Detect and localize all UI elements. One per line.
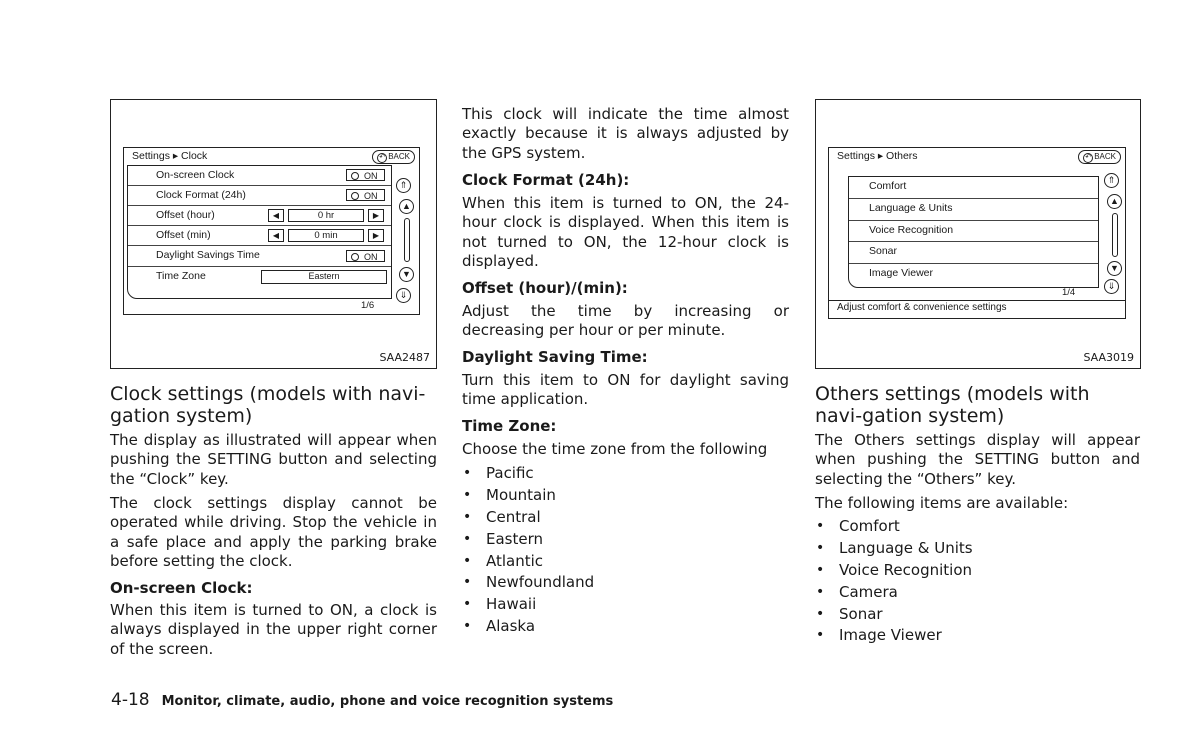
page-down-icon[interactable]: ⇓ xyxy=(396,288,411,303)
scroll-down-icon[interactable]: ▼ xyxy=(399,267,414,282)
list-item[interactable]: On-screen Clock ON xyxy=(128,166,391,186)
list-item[interactable]: Sonar xyxy=(849,242,1098,264)
on-screen-clock-paragraph: When this item is turned to ON, a clock is always displayed in the upper right corner of the screen. xyxy=(110,601,437,658)
settings-list xyxy=(127,165,392,299)
daylight-heading: Daylight Saving Time: xyxy=(462,348,648,366)
figure-code: SAA3019 xyxy=(1083,351,1134,364)
list-item[interactable]: Offset (hour) ◀ 0 hr ▶ xyxy=(128,206,391,226)
time-zone-paragraph: Choose the time zone from the following xyxy=(462,440,768,458)
list-item: • Eastern xyxy=(462,529,782,551)
screen-title: Settings ▸ Others xyxy=(837,150,918,162)
figure-code: SAA2487 xyxy=(379,351,430,364)
back-button[interactable]: ↶ BACK xyxy=(372,150,415,164)
time-zone-value[interactable]: Eastern xyxy=(261,270,387,284)
list-item: • Language & Units xyxy=(815,538,1135,560)
page-down-icon[interactable]: ⇓ xyxy=(1104,279,1119,294)
clock-format-heading: Clock Format (24h): xyxy=(462,171,630,189)
scroll-up-icon[interactable]: ▲ xyxy=(1107,194,1122,209)
others-settings-figure xyxy=(815,99,1141,369)
scroll-up-icon[interactable]: ▲ xyxy=(399,199,414,214)
toggle-daylight-savings[interactable]: ON xyxy=(346,250,385,262)
list-item: • Newfoundland xyxy=(462,572,782,594)
clock-settings-title: Clock settings (models with navi-gation system) xyxy=(110,383,426,427)
screen-title: Settings ▸ Clock xyxy=(132,150,208,162)
decrease-hour-button[interactable]: ◀ xyxy=(268,209,284,222)
offset-hour-value: 0 hr xyxy=(288,209,364,222)
clock-settings-figure xyxy=(110,99,437,369)
time-zone-heading: Time Zone: xyxy=(462,417,557,435)
clock-settings-screen xyxy=(123,147,420,315)
back-button[interactable]: ↶ BACK xyxy=(1078,150,1121,164)
scrollbar[interactable] xyxy=(404,218,410,262)
list-item[interactable]: Daylight Savings Time ON xyxy=(128,246,391,267)
list-item: • Voice Recognition xyxy=(815,560,1135,582)
gps-paragraph: This clock will indicate the time almost exactly because it is always adjusted by the GPS system. xyxy=(462,105,789,162)
list-item: • Sonar xyxy=(815,604,1135,626)
page-indicator: 1/4 xyxy=(1062,287,1076,298)
divider xyxy=(829,300,1125,301)
list-item: • Camera xyxy=(815,582,1135,604)
list-item: • Image Viewer xyxy=(815,625,1135,647)
hint-text: Adjust comfort & convenience settings xyxy=(837,302,1007,313)
daylight-paragraph: Turn this item to ON for daylight saving time application. xyxy=(462,371,789,409)
toggle-on-screen-clock[interactable]: ON xyxy=(346,169,385,181)
page-indicator: 1/6 xyxy=(361,300,375,311)
decrease-min-button[interactable]: ◀ xyxy=(268,229,284,242)
others-settings-screen xyxy=(828,147,1126,319)
clock-format-paragraph: When this item is turned to ON, the 24-hour clock is displayed. When this item is not turned to ON, the 12-hour clock is displayed. xyxy=(462,194,789,270)
list-item[interactable]: Offset (min) ◀ 0 min ▶ xyxy=(128,226,391,246)
indicator-icon xyxy=(351,172,359,180)
offset-heading: Offset (hour)/(min): xyxy=(462,279,628,297)
page-number: 4-18 xyxy=(111,690,150,710)
clock-driving-paragraph: The clock settings display cannot be operated while driving. Stop the vehicle in a safe place and apply the parking brake before setting the clock. xyxy=(110,494,437,570)
page-up-icon[interactable]: ⇑ xyxy=(1104,173,1119,188)
back-arrow-icon: ↶ xyxy=(377,153,387,163)
increase-hour-button[interactable]: ▶ xyxy=(368,209,384,222)
others-items-list xyxy=(815,516,1135,647)
list-item[interactable]: Comfort xyxy=(849,177,1098,199)
list-item[interactable]: Voice Recognition xyxy=(849,221,1098,242)
list-item: • Mountain xyxy=(462,485,782,507)
offset-min-value: 0 min xyxy=(288,229,364,242)
toggle-clock-format[interactable]: ON xyxy=(346,189,385,201)
others-intro-paragraph: The Others settings display will appear when pushing the SETTING button and selecting the “Others” key. xyxy=(815,431,1140,488)
list-item: • Alaska xyxy=(462,616,782,638)
offset-paragraph: Adjust the time by increasing or decreasing per hour or per minute. xyxy=(462,302,789,340)
list-item: • Pacific xyxy=(462,463,782,485)
increase-min-button[interactable]: ▶ xyxy=(368,229,384,242)
list-item: • Hawaii xyxy=(462,594,782,616)
scrollbar[interactable] xyxy=(1112,213,1118,257)
page-up-icon[interactable]: ⇑ xyxy=(396,178,411,193)
time-zone-list xyxy=(462,463,782,638)
others-settings-title: Others settings (models with navi-gation system) xyxy=(815,383,1090,427)
list-item[interactable]: Language & Units xyxy=(849,199,1098,221)
list-item: • Comfort xyxy=(815,516,1135,538)
list-item[interactable]: Image Viewer xyxy=(869,267,934,279)
on-screen-clock-heading: On-screen Clock: xyxy=(110,579,253,597)
page-footer xyxy=(111,690,613,710)
back-arrow-icon: ↶ xyxy=(1083,153,1093,163)
indicator-icon xyxy=(351,192,359,200)
list-item[interactable]: Time Zone Eastern xyxy=(128,267,391,287)
list-item: • Central xyxy=(462,507,782,529)
others-items-intro: The following items are available: xyxy=(815,494,1069,512)
list-item: • Atlantic xyxy=(462,551,782,573)
list-item[interactable]: Clock Format (24h) ON xyxy=(128,186,391,206)
indicator-icon xyxy=(351,253,359,261)
section-title: Monitor, climate, audio, phone and voice recognition systems xyxy=(161,694,614,709)
scroll-down-icon[interactable]: ▼ xyxy=(1107,261,1122,276)
clock-intro-paragraph: The display as illustrated will appear when pushing the SETTING button and selecting the “Clock” key. xyxy=(110,431,437,488)
settings-list xyxy=(848,176,1099,288)
